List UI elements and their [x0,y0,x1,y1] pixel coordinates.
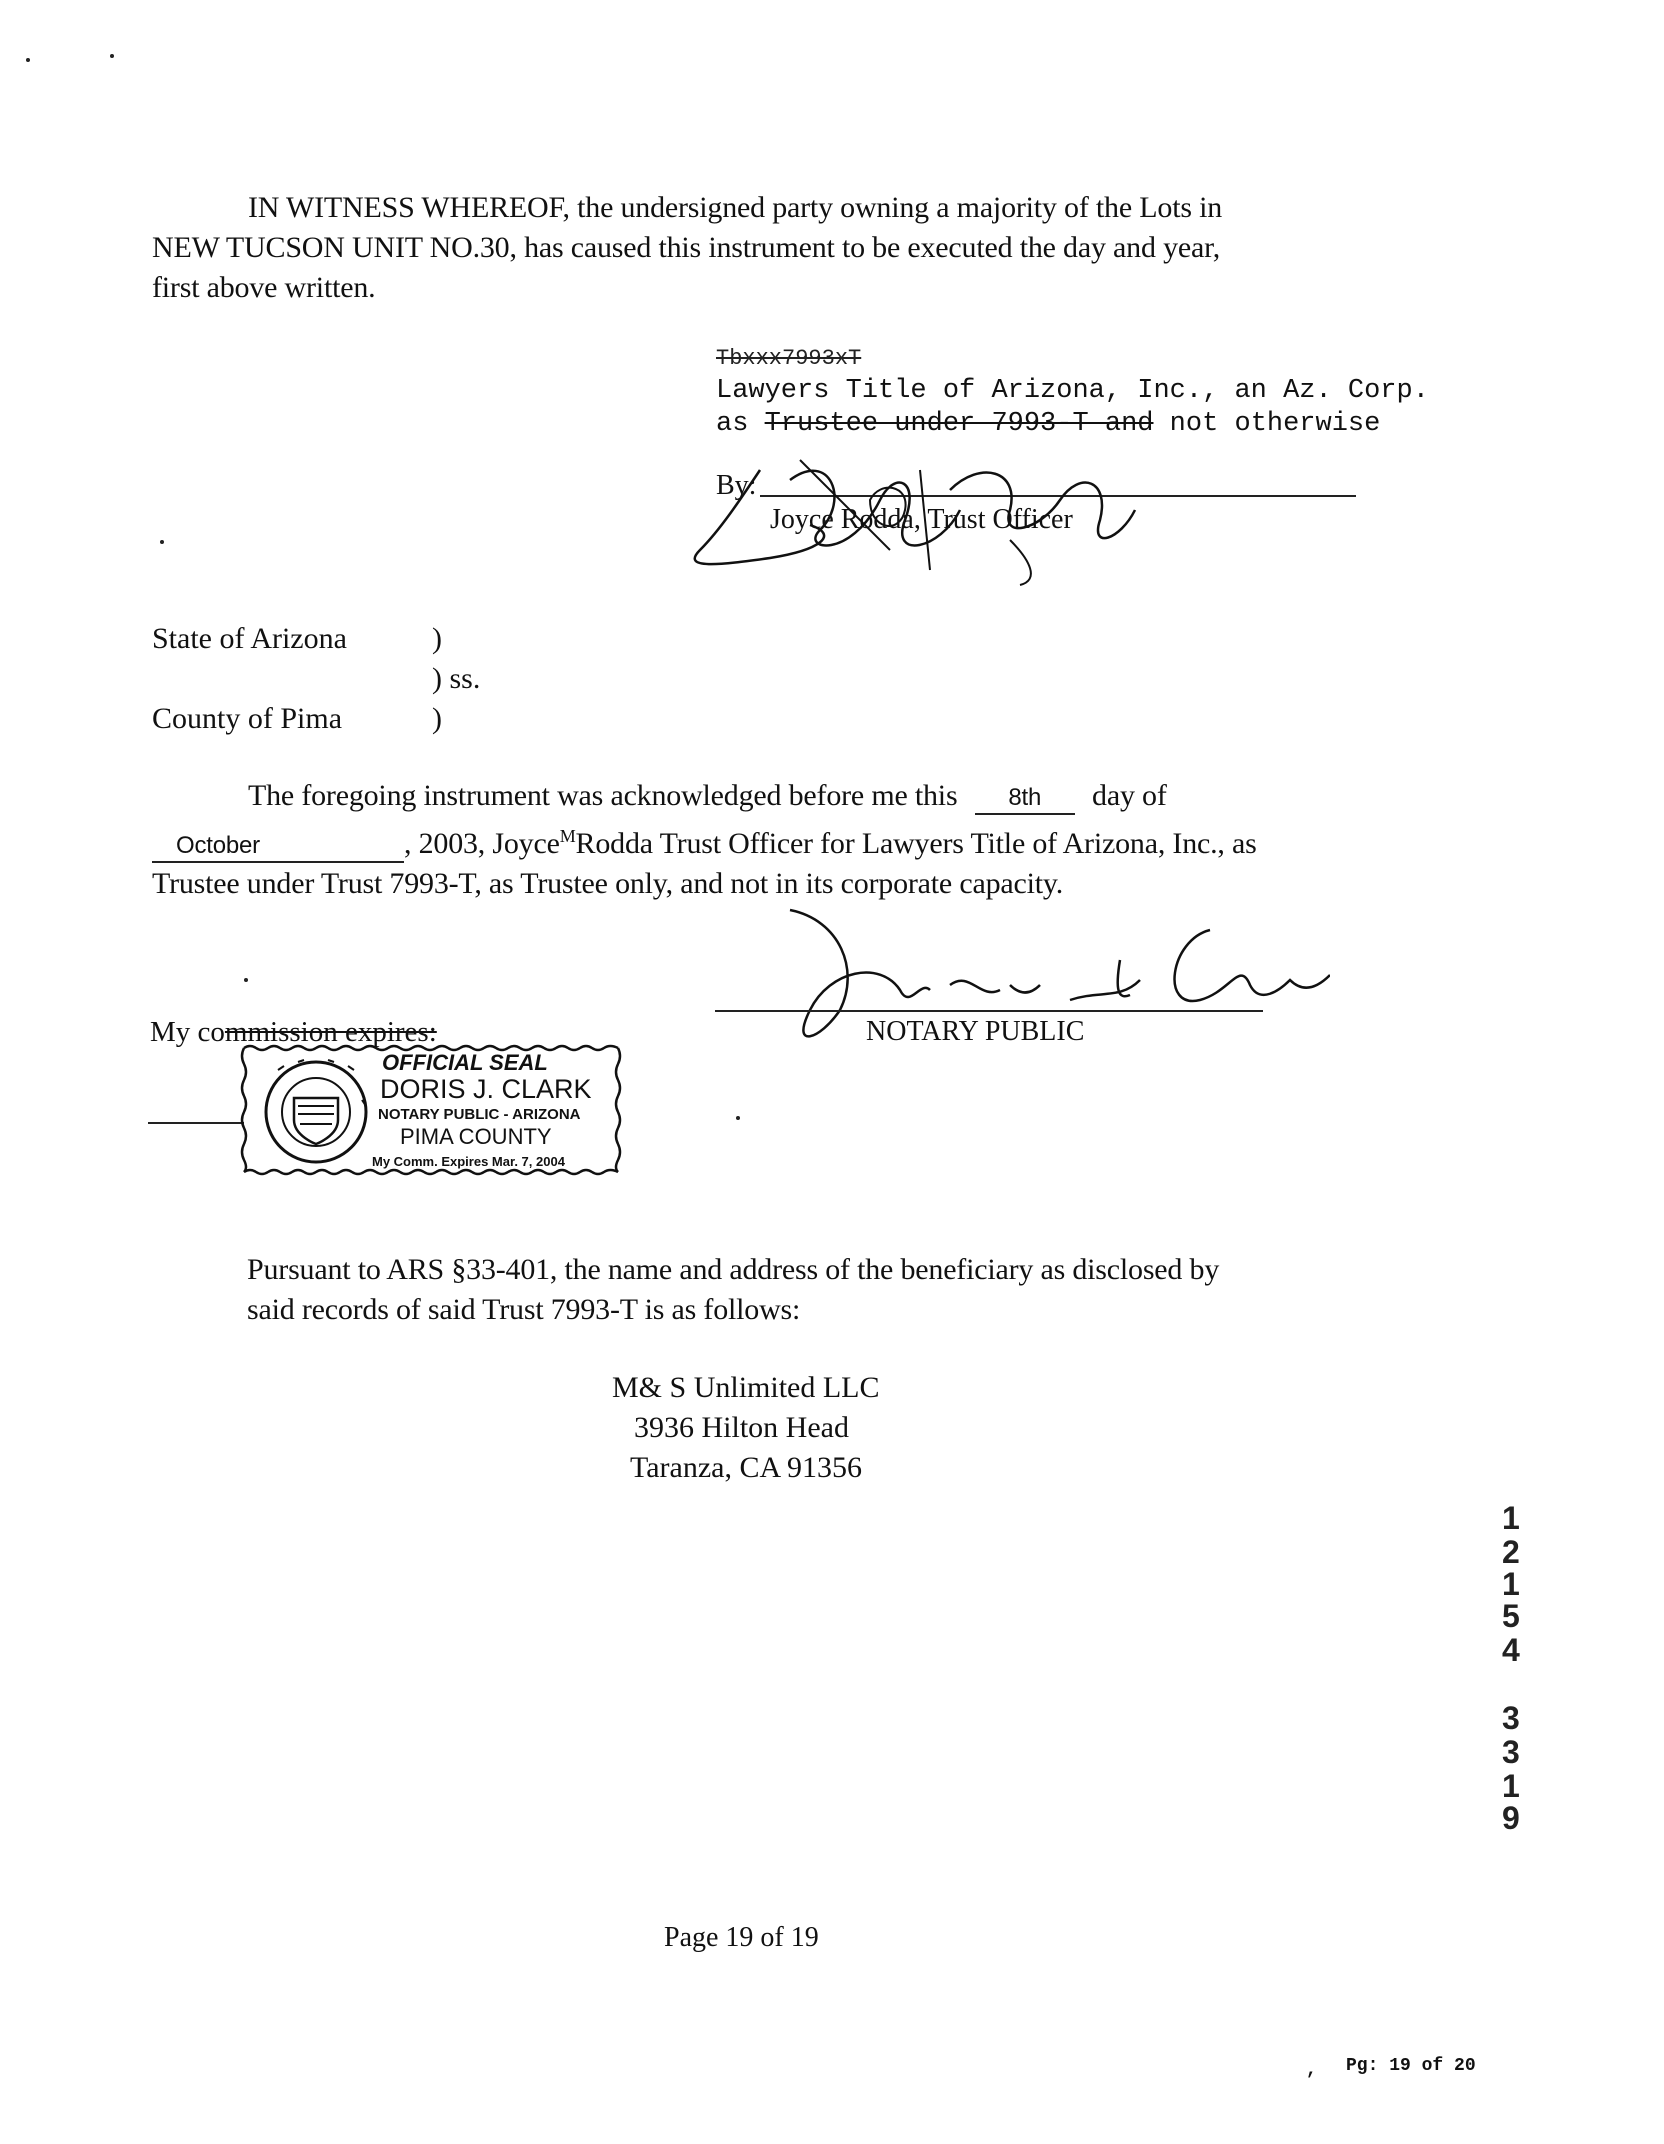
side-stamp-digit: 3 [1502,1734,1520,1770]
beneficiary-city: Taranza, CA 91356 [630,1451,863,1484]
commission-text: My co [150,1016,225,1048]
side-stamp-digit: 1 [1502,1500,1520,1536]
capacity-prefix: as [716,409,765,439]
capacity-struck: Trustee under 7993-T and [764,409,1154,439]
ack-text: Rodda Trust Officer for Lawyers Title of Arizona, Inc., as [575,827,1257,860]
ack-text: , 2003, Joyce [404,827,560,860]
trustee-name-line: Lawyers Title of Arizona, Inc., an Az. Corp. [716,376,1429,406]
pursuant-line: said records of said Trust 7993-T is as follows: [247,1293,801,1326]
pursuant-line: Pursuant to ARS §33-401, the name and address of the beneficiary as disclosed by [247,1253,1220,1286]
scan-speck [160,540,164,544]
footer-comma: , [1306,2060,1317,2080]
side-stamp-digit: 9 [1502,1800,1520,1836]
trustee-signature-block [716,342,1436,441]
signer-name: Joyce Rodda, Trust Officer [770,504,1073,535]
venue-paren: ) [432,622,442,655]
trustee-capacity-line [716,408,1436,441]
venue-state: State of Arizona [152,622,347,655]
ack-line [152,816,1382,864]
seal-line: OFFICIAL SEAL [382,1050,548,1075]
ack-month: October [152,831,404,863]
acknowledgment-paragraph [152,776,1382,904]
seal-line: DORIS J. CLARK [380,1074,592,1104]
footer-page-count: Pg: 19 of 20 [1346,2056,1476,2076]
beneficiary-name: M& S Unlimited LLC [612,1371,880,1404]
ack-line [152,776,1382,816]
page-label: Page 19 of 19 [664,1922,819,1953]
seal-line: NOTARY PUBLIC - ARIZONA [378,1106,581,1123]
venue-ss: ) ss. [432,662,481,695]
trustee-signature [680,440,1160,590]
side-stamp-digit: 5 [1502,1598,1520,1634]
scan-speck [736,1116,740,1120]
side-stamp-digit: 1 [1502,1566,1520,1602]
capacity-suffix: not otherwise [1153,409,1381,439]
by-label: By: [716,470,757,501]
venue-county: County of Pima [152,702,343,735]
ack-text: day of [1092,779,1167,812]
side-stamp-digit: 4 [1502,1632,1520,1668]
venue-paren: ) [432,702,442,735]
beneficiary-street: 3936 Hilton Head [634,1411,849,1444]
ack-line: Trustee under Trust 7993-T, as Trustee only, and not in its corporate capacity. [152,867,1064,900]
pursuant-paragraph [247,1250,1387,1330]
witness-line: first above written. [152,271,376,304]
ack-initial: M [559,826,576,846]
notary-title: NOTARY PUBLIC [866,1016,1085,1047]
notary-seal [238,1040,624,1180]
side-stamp-digit: 3 [1502,1700,1520,1736]
witness-line: IN WITNESS WHEREOF, the undersigned party owning a majority of the Lots in [248,191,1223,224]
scan-speck [110,54,114,58]
seal-line: My Comm. Expires Mar. 7, 2004 [372,1154,565,1169]
witness-paragraph [152,188,1382,308]
seal-line: PIMA COUNTY [400,1124,552,1149]
witness-line: NEW TUCSON UNIT NO.30, has caused this instrument to be executed the day and year, [152,231,1220,264]
scan-speck [244,978,248,982]
ack-day: 8th [975,783,1075,815]
side-stamp-digit: 2 [1502,1534,1520,1570]
struck-header: Tbxxx7993xT [716,346,862,371]
scan-speck [26,58,30,62]
ack-text: The foregoing instrument was acknowledged before me this [248,779,958,812]
notary-signature-line [715,1010,1263,1012]
commission-line [148,1122,244,1124]
commission-struck: mmission expires: [224,1016,437,1048]
beneficiary-address [612,1368,880,1488]
side-stamp-digit: 1 [1502,1768,1520,1804]
